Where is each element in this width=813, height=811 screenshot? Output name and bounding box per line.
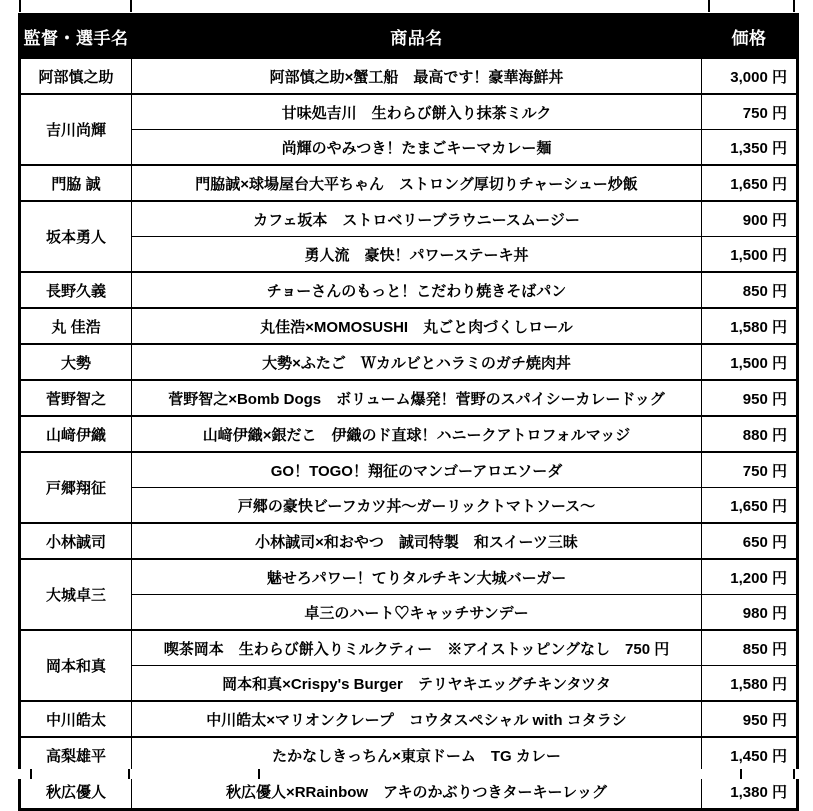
product-name-cell: 中川皓太×マリオンクレープ コウタスペシャル with コタラシ [132, 701, 702, 737]
price-cell: 880 円 [702, 416, 798, 452]
player-name-cell: 小林誠司 [20, 523, 132, 559]
table-row [20, 666, 798, 702]
product-name-cell: 岡本和真×Crispy's Burger テリヤキエッグチキンタツタ [132, 666, 702, 702]
table-row [20, 308, 798, 344]
player-name-cell: 中川皓太 [20, 701, 132, 737]
table-row [20, 380, 798, 416]
player-name-cell: 吉川尚輝 [20, 94, 132, 165]
table-row [20, 559, 798, 595]
header-name-column: 監督・選手名 [20, 15, 132, 59]
price-cell: 650 円 [702, 523, 798, 559]
table-row [20, 416, 798, 452]
player-name-cell: 大城卓三 [20, 559, 132, 630]
table-row [20, 523, 798, 559]
table-row [20, 701, 798, 737]
player-name-cell: 門脇 誠 [20, 165, 132, 201]
price-cell: 1,380 円 [702, 773, 798, 810]
price-cell: 950 円 [702, 701, 798, 737]
price-cell: 3,000 円 [702, 58, 798, 94]
product-name-cell: 門脇誠×球場屋台大平ちゃん ストロング厚切りチャーシュー炒飯 [132, 165, 702, 201]
header-row [20, 15, 798, 59]
player-name-cell: 高梨雄平 [20, 737, 132, 773]
product-name-cell: 魅せろパワー！てりタルチキン大城バーガー [132, 559, 702, 595]
player-name-cell: 戸郷翔征 [20, 452, 132, 523]
price-cell: 1,580 円 [702, 308, 798, 344]
product-name-cell: 大勢×ふたご Ｗカルビとハラミのガチ焼肉丼 [132, 344, 702, 380]
product-name-cell: チョーさんのもっと！こだわり焼きそばパン [132, 272, 702, 308]
product-name-cell: 山﨑伊織×銀だこ 伊織のド直球！ハニークアトロフォルマッジ [132, 416, 702, 452]
table-row [20, 58, 798, 94]
table-row [20, 630, 798, 666]
product-name-cell: 丸佳浩×MOMOSUSHI 丸ごと肉づくしロール [132, 308, 702, 344]
player-name-cell: 坂本勇人 [20, 201, 132, 272]
table-row [20, 165, 798, 201]
gridline-artifact [130, 0, 132, 12]
price-cell: 750 円 [702, 94, 798, 130]
header-price-column: 価格 [702, 15, 798, 59]
player-name-cell: 岡本和真 [20, 630, 132, 701]
player-name-cell: 山﨑伊織 [20, 416, 132, 452]
price-cell: 850 円 [702, 272, 798, 308]
price-cell: 1,580 円 [702, 666, 798, 702]
product-name-cell: 勇人流 豪快！パワーステーキ丼 [132, 237, 702, 273]
table-row [20, 595, 798, 631]
player-name-cell: 秋広優人 [20, 773, 132, 810]
table-row [20, 452, 798, 488]
product-name-cell: 甘味処吉川 生わらび餅入り抹茶ミルク [132, 94, 702, 130]
price-cell: 1,450 円 [702, 737, 798, 773]
product-name-cell: 卓三のハート♡キャッチサンデー [132, 595, 702, 631]
price-cell: 1,350 円 [702, 130, 798, 166]
player-name-cell: 丸 佳浩 [20, 308, 132, 344]
product-name-cell: 尚輝のやみつき！たまごキーマカレー麺 [132, 130, 702, 166]
product-name-cell: カフェ坂本 ストロベリーブラウニースムージー [132, 201, 702, 237]
gridline-artifact [740, 769, 742, 779]
gridline-artifact [708, 0, 710, 12]
table-row [20, 488, 798, 524]
price-cell: 950 円 [702, 380, 798, 416]
price-cell: 1,650 円 [702, 165, 798, 201]
player-name-cell: 菅野智之 [20, 380, 132, 416]
cropped-row-bottom [0, 769, 813, 779]
price-cell: 1,200 円 [702, 559, 798, 595]
table-header [20, 15, 798, 59]
gridline-artifact [793, 0, 795, 12]
price-cell: 1,500 円 [702, 237, 798, 273]
table-row [20, 344, 798, 380]
price-cell: 1,500 円 [702, 344, 798, 380]
product-name-cell: たかなしきっちん×東京ドーム TG カレー [132, 737, 702, 773]
player-menu-table [18, 13, 799, 811]
table-row [20, 737, 798, 773]
header-product-column: 商品名 [132, 15, 702, 59]
price-cell: 750 円 [702, 452, 798, 488]
player-name-cell: 長野久義 [20, 272, 132, 308]
player-name-cell: 阿部慎之助 [20, 58, 132, 94]
product-name-cell: GO！TOGO！翔征のマンゴーアロエソーダ [132, 452, 702, 488]
price-cell: 980 円 [702, 595, 798, 631]
gridline-artifact [793, 769, 795, 779]
gridline-artifact [258, 769, 260, 779]
product-name-cell: 喫茶岡本 生わらび餅入りミルクティー ※アイストッピングなし 750 円 [132, 630, 702, 666]
table-row [20, 272, 798, 308]
product-name-cell: 菅野智之×Bomb Dogs ボリューム爆発！菅野のスパイシーカレードッグ [132, 380, 702, 416]
price-cell: 1,650 円 [702, 488, 798, 524]
gridline-artifact [30, 769, 32, 779]
table-row [20, 237, 798, 273]
product-name-cell: 小林誠司×和おやつ 誠司特製 和スイーツ三昧 [132, 523, 702, 559]
table-row [20, 130, 798, 166]
product-name-cell: 戸郷の豪快ビーフカツ丼〜ガーリックトマトソース〜 [132, 488, 702, 524]
price-cell: 850 円 [702, 630, 798, 666]
product-name-cell: 阿部慎之助×蟹工船 最高です！豪華海鮮丼 [132, 58, 702, 94]
player-name-cell: 大勢 [20, 344, 132, 380]
product-name-cell: 秋広優人×RRainbow アキのかぶりつきターキーレッグ [132, 773, 702, 810]
price-cell: 900 円 [702, 201, 798, 237]
gridline-artifact [128, 769, 130, 779]
cropped-row-top [0, 0, 813, 12]
gridline-artifact [19, 0, 21, 12]
table-row [20, 94, 798, 130]
table-row [20, 201, 798, 237]
table-body [20, 58, 798, 810]
